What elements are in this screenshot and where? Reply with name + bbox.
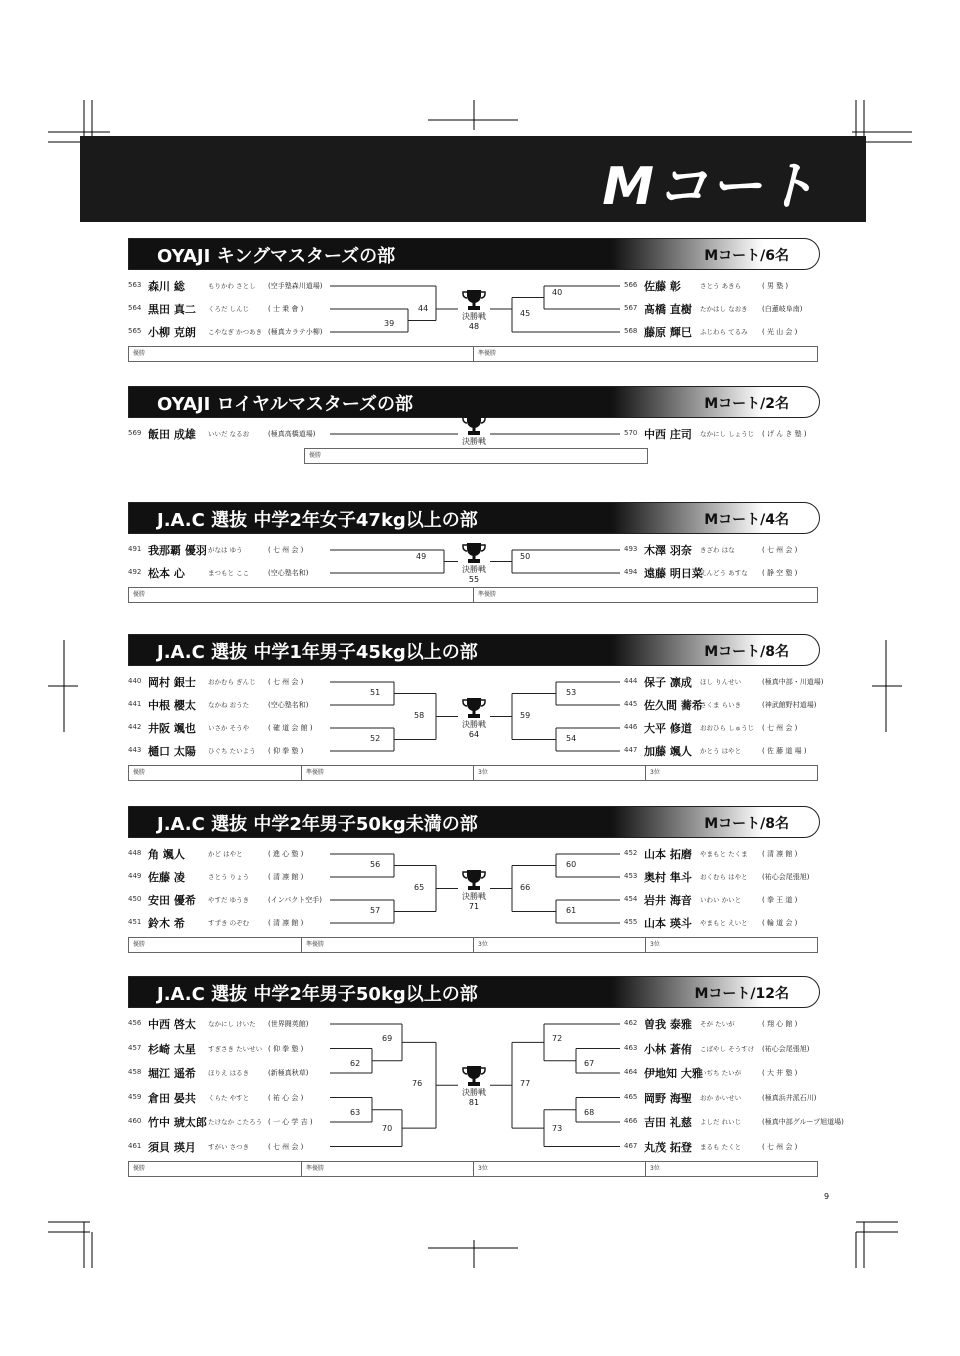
competitor-name: 岡野 海聖 <box>644 1091 692 1105</box>
competitor-number: 455 <box>624 918 638 926</box>
result-cell: 3位 <box>645 766 817 780</box>
competitor-number: 462 <box>624 1019 638 1027</box>
match-number: 49 <box>416 551 427 561</box>
result-cell: 優勝 <box>309 452 322 459</box>
competitor-number: 446 <box>624 723 638 731</box>
competitor-kana: まつもと ここ <box>208 569 250 577</box>
competitor-club: (白蓮岐阜南) <box>762 305 803 313</box>
competitor-name: 髙橋 直樹 <box>644 303 692 316</box>
competitor-club: (神武館野村道場) <box>762 701 817 709</box>
competitor-name: 加藤 颯人 <box>644 745 692 758</box>
competitor-kana: ひぐち たいよう <box>208 747 256 755</box>
final-label: 決勝戦 <box>462 891 486 901</box>
competitor-name: 飯田 成雄 <box>148 428 196 441</box>
match-number: 76 <box>412 1079 423 1089</box>
result-cell: 3位 <box>473 766 645 780</box>
competitor-name: 堀江 遥希 <box>148 1067 196 1080</box>
match-number: 66 <box>520 882 531 892</box>
competitor-kana: くろだ しんじ <box>208 305 250 313</box>
competitor-kana: よしだ れいじ <box>700 1118 742 1126</box>
competitor-kana: すぎさき たいせい <box>208 1044 263 1053</box>
final-label: 決勝戦 <box>462 312 486 321</box>
competitor-number: 459 <box>128 1092 142 1101</box>
competitor-club: ( 七 州 会 ) <box>762 724 798 732</box>
competitor-number: 444 <box>624 677 638 685</box>
competitor-number: 450 <box>128 895 142 903</box>
competitor-kana: たけなか こたろう <box>208 1118 263 1126</box>
competitor-club: ( 士 乗 會 ) <box>268 305 304 313</box>
result-cell: 準優勝 <box>301 766 473 780</box>
competitor-name: 樋口 太陽 <box>148 745 196 758</box>
competitor-name: 中根 櫻太 <box>148 699 196 712</box>
competitor-club: ( 一 心 学 吉 ) <box>268 1118 313 1126</box>
competitor-kana: こやなぎ かつあき <box>208 328 263 336</box>
competitor-club: ( 七 州 会 ) <box>762 546 798 554</box>
competitor-club: (祐心会尾張旭) <box>762 873 810 881</box>
court-title: Mコート <box>602 157 818 217</box>
competitor-kana: かとう はやと <box>700 747 742 755</box>
competitor-name: 遠藤 明日菜 <box>644 567 703 580</box>
competitor-kana: やすだ ゆうき <box>208 896 250 904</box>
competitor-kana: おおひら しゅうじ <box>700 724 755 732</box>
competitor-number: 464 <box>624 1068 638 1076</box>
competitor-name: 奥村 隼斗 <box>644 871 692 884</box>
competitor-club: (世界闘英館) <box>268 1020 309 1028</box>
competitor-kana: さとう あきら <box>700 282 742 290</box>
competitor-name: 角 颯人 <box>148 848 185 861</box>
match-number: 73 <box>552 1124 563 1134</box>
section-court: Mコート/12名 <box>694 986 789 1002</box>
competitor-kana: きざわ はな <box>700 546 735 554</box>
match-number: 70 <box>382 1124 393 1134</box>
result-cell: 優勝 <box>133 1164 146 1172</box>
result-cell: 準優勝 <box>473 588 817 602</box>
result-cell: 3位 <box>645 1162 817 1176</box>
competitor-number: 440 <box>128 677 142 685</box>
match-number: 52 <box>370 733 381 743</box>
competitor-kana: なかね おうた <box>208 701 250 709</box>
competitor-number: 458 <box>128 1068 142 1076</box>
competitor-kana: ほし りんせい <box>700 678 742 686</box>
competitor-name: 山本 瑛斗 <box>644 917 692 930</box>
competitor-kana: おか かいせい <box>700 1093 742 1102</box>
match-number: 57 <box>370 905 381 915</box>
competitor-kana: まるも たくと <box>700 1142 742 1151</box>
competitor-club: ( 静 空 塾 ) <box>762 569 798 577</box>
competitor-kana: ほりえ はるき <box>208 1069 250 1077</box>
competitor-club: ( 大 井 塾 ) <box>762 1069 798 1077</box>
final-match-number: 81 <box>468 1098 480 1108</box>
competitor-kana: いいだ なるお <box>208 430 250 438</box>
competitor-number: 491 <box>128 545 142 553</box>
final-label: 決勝戦 <box>462 1088 486 1098</box>
competitor-name: 倉田 晏共 <box>148 1091 196 1105</box>
competitor-name: 保子 凛成 <box>644 676 692 689</box>
match-number: 60 <box>566 859 577 869</box>
competitor-name: 山本 拓磨 <box>644 848 692 861</box>
competitor-name: 小柳 克朗 <box>148 326 196 339</box>
competitor-name: 杉崎 太星 <box>148 1042 196 1056</box>
competitor-club: ( 仰 拳 塾 ) <box>268 747 304 755</box>
competitor-club: ( 仰 拳 塾 ) <box>268 1044 304 1053</box>
competitor-kana: やまもと えいと <box>700 919 748 927</box>
final-label: 決勝戦 <box>462 437 486 446</box>
competitor-name: 岡村 銀士 <box>148 676 196 689</box>
competitor-club: ( 祐 心 会 ) <box>268 1093 304 1102</box>
match-number: 40 <box>552 288 563 297</box>
competitor-kana: そが たいが <box>700 1020 735 1028</box>
competitor-name: 我那覇 優羽 <box>148 544 207 557</box>
section-court: Mコート/4名 <box>704 512 789 528</box>
competitor-kana: なかにし しょうじ <box>700 430 755 438</box>
section-title: OYAJI キングマスターズの部 <box>157 246 396 267</box>
competitor-number: 443 <box>128 746 142 754</box>
competitor-number: 567 <box>624 304 638 312</box>
match-number: 58 <box>414 710 425 720</box>
competitor-name: 松本 心 <box>148 567 185 580</box>
match-number: 59 <box>520 710 531 720</box>
competitor-number: 463 <box>624 1043 638 1052</box>
competitor-kana: がなは ゆう <box>208 546 243 554</box>
result-cell: 優勝 <box>133 941 146 948</box>
competitor-name: 佐久間 蕎希 <box>644 699 703 712</box>
competitor-name: 小林 蒼侑 <box>644 1042 692 1056</box>
match-number: 45 <box>520 309 531 318</box>
match-number: 67 <box>584 1058 595 1068</box>
section-court: Mコート/8名 <box>704 816 789 832</box>
result-cell: 準優勝 <box>301 938 473 952</box>
competitor-number: 453 <box>624 872 638 880</box>
competitor-name: 伊地知 大雅 <box>644 1067 703 1080</box>
competitor-number: 454 <box>624 895 638 903</box>
competitor-name: 森川 総 <box>148 280 185 293</box>
competitor-kana: ふじわら てるみ <box>700 328 748 336</box>
competitor-kana: なかにし けいた <box>208 1020 256 1028</box>
competitor-name: 大平 修道 <box>644 722 692 735</box>
competitor-kana: やまもと たくま <box>700 850 748 858</box>
competitor-club: ( 光 山 会 ) <box>762 328 798 336</box>
competitor-club: (極真浜井派石川) <box>762 1093 817 1102</box>
competitor-kana: かど はやと <box>208 850 243 858</box>
competitor-club: ( 清 凛 館 ) <box>268 873 304 881</box>
competitor-name: 木澤 羽奈 <box>644 544 692 557</box>
match-number: 54 <box>566 733 577 743</box>
competitor-number: 494 <box>624 568 638 576</box>
final-match-number: 64 <box>468 729 480 739</box>
competitor-kana: たかはし なおき <box>700 305 748 313</box>
match-number: 61 <box>566 905 577 915</box>
result-cell: 3位 <box>473 1162 645 1176</box>
competitor-kana: さとう りょう <box>208 873 250 881</box>
competitor-name: 中西 啓太 <box>148 1018 196 1031</box>
final-match-number: 48 <box>468 322 480 331</box>
final-label: 決勝戦 <box>462 564 486 574</box>
competitor-name: 鈴木 希 <box>148 917 185 930</box>
section-court: Mコート/8名 <box>704 644 789 660</box>
competitor-club: (極真高橋道場) <box>268 430 316 438</box>
competitor-kana: もりかわ さとし <box>208 282 256 290</box>
match-number: 72 <box>552 1034 563 1044</box>
result-cell: 優勝 <box>133 350 146 357</box>
competitor-name: 須貝 瑛月 <box>148 1140 196 1154</box>
competitor-name: 曽我 泰雅 <box>644 1018 692 1031</box>
section-title: J.A.C 選抜 中学2年男子50kg以上の部 <box>157 984 478 1005</box>
competitor-kana: いぢち たいが <box>700 1069 742 1077</box>
competitor-club: ( 七 州 会 ) <box>762 1142 798 1151</box>
competitor-number: 564 <box>128 304 142 312</box>
competitor-kana: いさか そうや <box>208 724 250 732</box>
match-number: 63 <box>350 1107 361 1117</box>
competitor-name: 丸茂 拓登 <box>644 1140 692 1154</box>
competitor-club: (極真中部グループ旭道場) <box>762 1118 844 1126</box>
final-match-number: 55 <box>468 574 480 584</box>
competitor-club: ( 確 道 会 館 ) <box>268 724 313 732</box>
match-number: 68 <box>584 1107 595 1117</box>
section-title: J.A.C 選抜 中学2年男子50kg未満の部 <box>157 814 478 835</box>
competitor-kana: すずき のぞむ <box>208 919 250 927</box>
section-title: J.A.C 選抜 中学1年男子45kg以上の部 <box>157 642 478 663</box>
competitor-number: 569 <box>128 429 142 437</box>
match-number: 51 <box>370 687 381 697</box>
competitor-number: 565 <box>128 327 142 335</box>
competitor-club: (空心塾名和) <box>268 569 309 577</box>
result-cell: 優勝 <box>133 769 146 776</box>
competitor-club: ( 拳 王 道 ) <box>762 896 798 904</box>
competitor-kana: こばやし そうすけ <box>700 1044 755 1053</box>
competitor-kana: すがい さつき <box>208 1142 250 1151</box>
match-number: 56 <box>370 859 381 869</box>
competitor-number: 466 <box>624 1117 638 1125</box>
competitor-number: 445 <box>624 700 638 708</box>
competitor-number: 461 <box>128 1141 142 1150</box>
competitor-number: 566 <box>624 281 638 289</box>
competitor-kana: おくむら はやと <box>700 873 748 881</box>
competitor-club: (空心塾名和) <box>268 701 309 709</box>
final-match-number: 71 <box>468 901 480 911</box>
competitor-club: ( 七 州 会 ) <box>268 546 304 554</box>
result-cell: 3位 <box>645 938 817 952</box>
competitor-number: 493 <box>624 545 638 553</box>
competitor-kana: さくま らいき <box>700 701 742 709</box>
competitor-name: 岩井 海音 <box>644 894 692 907</box>
competitor-number: 460 <box>128 1117 142 1125</box>
section-court: Mコート/6名 <box>704 248 789 264</box>
result-cell: 準優勝 <box>473 347 817 361</box>
competitor-name: 中西 庄司 <box>644 428 692 441</box>
competitor-name: 佐藤 彰 <box>644 280 681 293</box>
section-court: Mコート/2名 <box>704 396 789 412</box>
competitor-name: 安田 優希 <box>148 894 196 907</box>
match-number: 53 <box>566 687 577 697</box>
competitor-name: 吉田 礼慈 <box>644 1116 692 1129</box>
competitor-club: (新極真秋草) <box>268 1069 309 1077</box>
section-title: OYAJI ロイヤルマスターズの部 <box>157 394 413 415</box>
competitor-number: 563 <box>128 281 142 289</box>
competitor-number: 442 <box>128 723 142 731</box>
competitor-club: ( 清 凛 館 ) <box>268 919 304 927</box>
competitor-kana: いわい かいと <box>700 896 742 904</box>
competitor-club: (祐心会尾張旭) <box>762 1044 810 1053</box>
competitor-name: 井阪 颯也 <box>148 722 196 735</box>
match-number: 62 <box>350 1058 361 1068</box>
competitor-number: 568 <box>624 327 638 335</box>
competitor-club: ( げ ん き 塾 ) <box>762 430 807 438</box>
match-number: 69 <box>382 1034 393 1044</box>
result-cell: 3位 <box>473 938 645 952</box>
competitor-number: 570 <box>624 429 638 437</box>
competitor-number: 451 <box>128 918 142 926</box>
competitor-club: (極真中部・川道場) <box>762 678 824 686</box>
competitor-kana: えんどう あすな <box>700 569 748 577</box>
final-label: 決勝戦 <box>462 719 486 729</box>
match-number: 44 <box>418 303 429 313</box>
competitor-number: 457 <box>128 1043 142 1052</box>
competitor-club: (極真カラテ小柳) <box>268 328 323 336</box>
competitor-name: 藤原 輝巳 <box>644 326 692 339</box>
competitor-club: ( 佐 藤 道 場 ) <box>762 747 807 755</box>
competitor-kana: おかむら ぎんじ <box>208 678 256 686</box>
competitor-number: 492 <box>128 568 142 576</box>
competitor-number: 448 <box>128 849 142 857</box>
competitor-number: 452 <box>624 849 638 857</box>
competitor-club: ( 進 心 塾 ) <box>268 850 304 858</box>
competitor-number: 456 <box>128 1019 142 1027</box>
competitor-number: 467 <box>624 1141 638 1150</box>
competitor-club: ( 男 塾 ) <box>762 282 789 290</box>
match-number: 50 <box>520 551 531 561</box>
competitor-name: 佐藤 凌 <box>148 871 185 884</box>
competitor-club: ( 七 州 会 ) <box>268 1142 304 1151</box>
competitor-club: ( 清 凛 館 ) <box>762 850 798 858</box>
result-cell: 準優勝 <box>301 1162 473 1176</box>
competitor-name: 黒田 真二 <box>148 303 196 316</box>
page-number: 9 <box>824 1192 830 1201</box>
section-title: J.A.C 選抜 中学2年女子47kg以上の部 <box>157 510 478 531</box>
competitor-kana: くらた やすと <box>208 1093 250 1102</box>
competitor-club: ( 七 州 会 ) <box>268 678 304 686</box>
competitor-club: (空手塾森川道場) <box>268 282 323 290</box>
match-number: 39 <box>384 318 395 328</box>
competitor-number: 441 <box>128 700 142 708</box>
match-number: 77 <box>520 1079 531 1089</box>
competitor-club: ( 翔 心 館 ) <box>762 1020 798 1028</box>
competitor-number: 465 <box>624 1092 638 1101</box>
competitor-number: 447 <box>624 746 638 754</box>
competitor-number: 449 <box>128 872 142 880</box>
result-cell: 優勝 <box>133 591 146 598</box>
competitor-name: 竹中 琥太郎 <box>148 1116 207 1129</box>
match-number: 65 <box>414 882 425 892</box>
competitor-club: ( 輪 道 会 ) <box>762 919 798 927</box>
competitor-club: (インパクト空手) <box>268 896 322 904</box>
